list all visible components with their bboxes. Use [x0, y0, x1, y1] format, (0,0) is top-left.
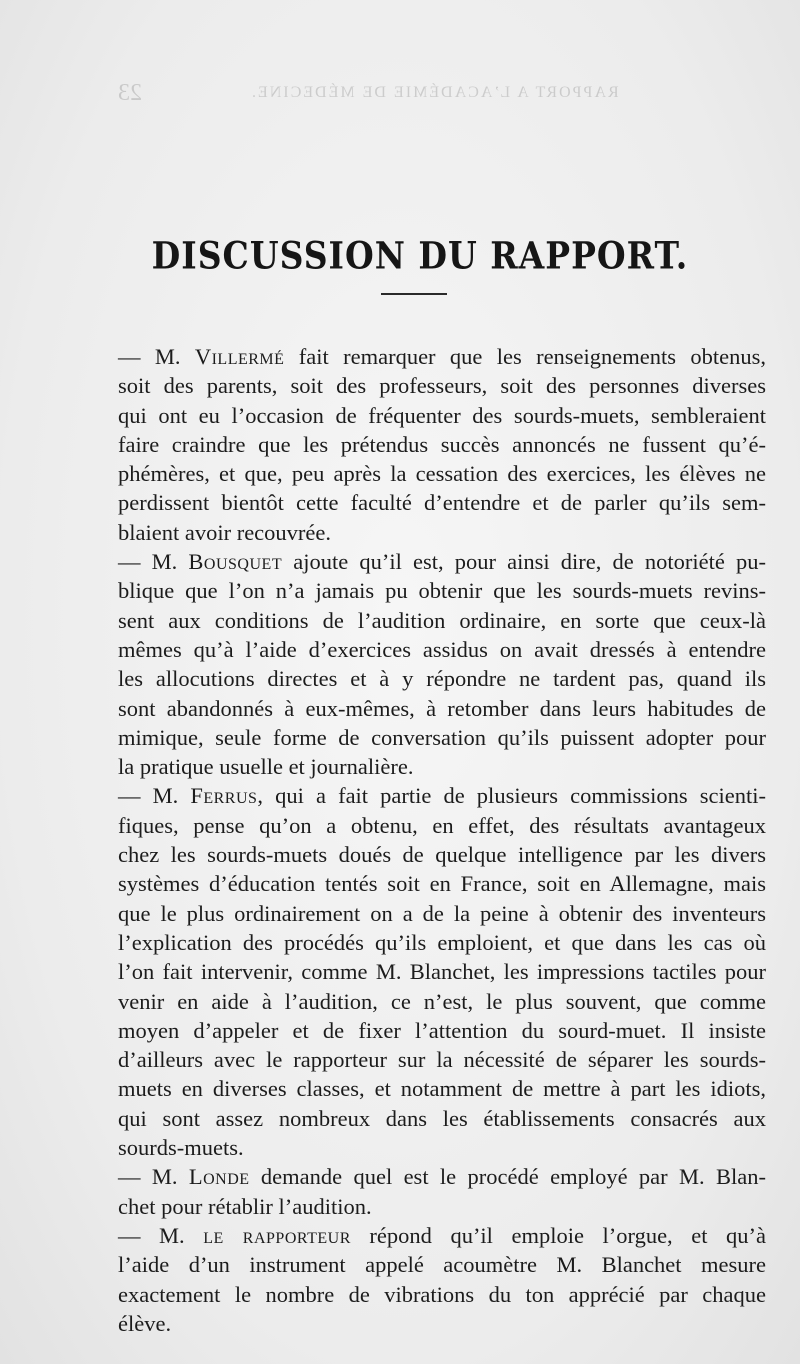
speaker-name: Londe [188, 1164, 250, 1190]
text-line: mêmes qu’à l’aide d’exercices assidus on avait dressés à entendre [118, 636, 766, 662]
text-line [118, 547, 766, 576]
speaker-name: Ferrus [190, 783, 258, 809]
text-line: que le plus ordinairement on a de la peine à obtenir des inventeurs [118, 900, 766, 926]
line-text: demande quel est le procédé employé par M. Blan- [249, 1164, 766, 1190]
text-line: chez les sourds-muets doués de quelque intelligence par les divers [118, 842, 766, 868]
speaker-dash: — M. [118, 549, 189, 575]
text-line: qui ont eu l’occasion de fréquenter des sourds-muets, sembleraient [118, 402, 766, 428]
paragraph [118, 781, 766, 1162]
text-line: élève. [118, 1310, 172, 1336]
text-line: l’explication des procédés qu’ils emploient, et que dans les cas où [118, 929, 766, 955]
line-text: , qui a fait partie de plusieurs commissions scienti- [257, 783, 766, 809]
text-line: l’aide d’un instrument appelé acoumètre M. Blanchet mesure [118, 1252, 766, 1278]
text-line: exactement le nombre de vibrations du ton apprécié par chaque [118, 1281, 766, 1307]
paragraph [118, 547, 766, 781]
speaker-name: Bousquet [188, 549, 283, 575]
text-line: sont abandonnés à eux-mêmes, à retomber dans leurs habitudes de [118, 695, 766, 721]
speaker-name: Villermé [194, 344, 285, 369]
text-line: phémères, et que, peu après la cessation des exercices, les élèves ne [118, 461, 766, 487]
title-rule [381, 293, 447, 295]
text-line [118, 781, 766, 810]
speaker-dash: — M. [118, 783, 191, 809]
text-line: systèmes d’éducation tentés soit en France, soit en Allemagne, mais [118, 871, 766, 897]
text-line: d’ailleurs avec le rapporteur sur la nécessité de séparer les sourds- [118, 1047, 766, 1073]
text-line: moyen d’appeler et de fixer l’attention du sourd-muet. Il insiste [118, 1017, 766, 1043]
text-line: faire craindre que les prétendus succès annoncés ne fussent qu’é- [118, 431, 766, 457]
paragraph [118, 1221, 766, 1338]
text-line: sent aux conditions de l’audition ordinaire, en sorte que ceux-là [118, 607, 766, 633]
body-text [118, 342, 766, 1338]
show-through-running-header: RAPPORT A L’ACADÉMIE DE MÉDECINE. [250, 84, 619, 101]
text-line [118, 1221, 766, 1250]
text-line: perdissent bientôt cette faculté d’entendre et de parler qu’ils sem- [118, 490, 766, 516]
line-text: fait remarquer que les renseignements obtenus, [284, 344, 766, 369]
speaker-dash: — M. [118, 1222, 204, 1248]
text-line: chet pour rétablir l’audition. [118, 1193, 372, 1219]
text-line: venir en aide à l’audition, ce n’est, le plus souvent, que comme [118, 988, 766, 1014]
text-line: qui sont assez nombreux dans les établissements consacrés aux [118, 1105, 766, 1131]
speaker-name: le rapporteur [203, 1222, 351, 1248]
text-line: sourds-muets. [118, 1135, 244, 1161]
text-line: fiques, pense qu’on a obtenu, en effet, des résultats avantageux [118, 812, 766, 838]
show-through-folio: 23 [118, 80, 142, 106]
text-line: muets en diverses classes, et notamment de mettre à part les idiots, [118, 1076, 766, 1102]
text-line: blique que l’on n’a jamais pu obtenir que les sourds-muets revins- [118, 578, 766, 604]
line-text: répond qu’il emploie l’orgue, et qu’à [350, 1222, 766, 1248]
section-title: DISCUSSION DU RAPPORT. [151, 233, 689, 278]
text-line: les allocutions directes et à y répondre ne tardent pas, quand ils [118, 666, 766, 692]
paragraph [118, 1162, 766, 1221]
text-line: la pratique usuelle et journalière. [118, 754, 414, 780]
text-line: mimique, seule forme de conversation qu’ils puissent adopter pour [118, 724, 766, 750]
speaker-dash: — M. [118, 1164, 189, 1190]
line-text: ajoute qu’il est, pour ainsi dire, de notoriété pu- [282, 549, 766, 575]
paragraph [118, 342, 766, 547]
text-line: l’on fait intervenir, comme M. Blanchet, les impressions tactiles pour [118, 959, 766, 985]
text-line: soit des parents, soit des professeurs, soit des personnes diverses [118, 373, 766, 399]
text-line [118, 1162, 766, 1191]
text-line: blaient avoir recouvrée. [118, 519, 332, 545]
text-line [118, 342, 766, 371]
speaker-dash: — M. [118, 344, 195, 369]
